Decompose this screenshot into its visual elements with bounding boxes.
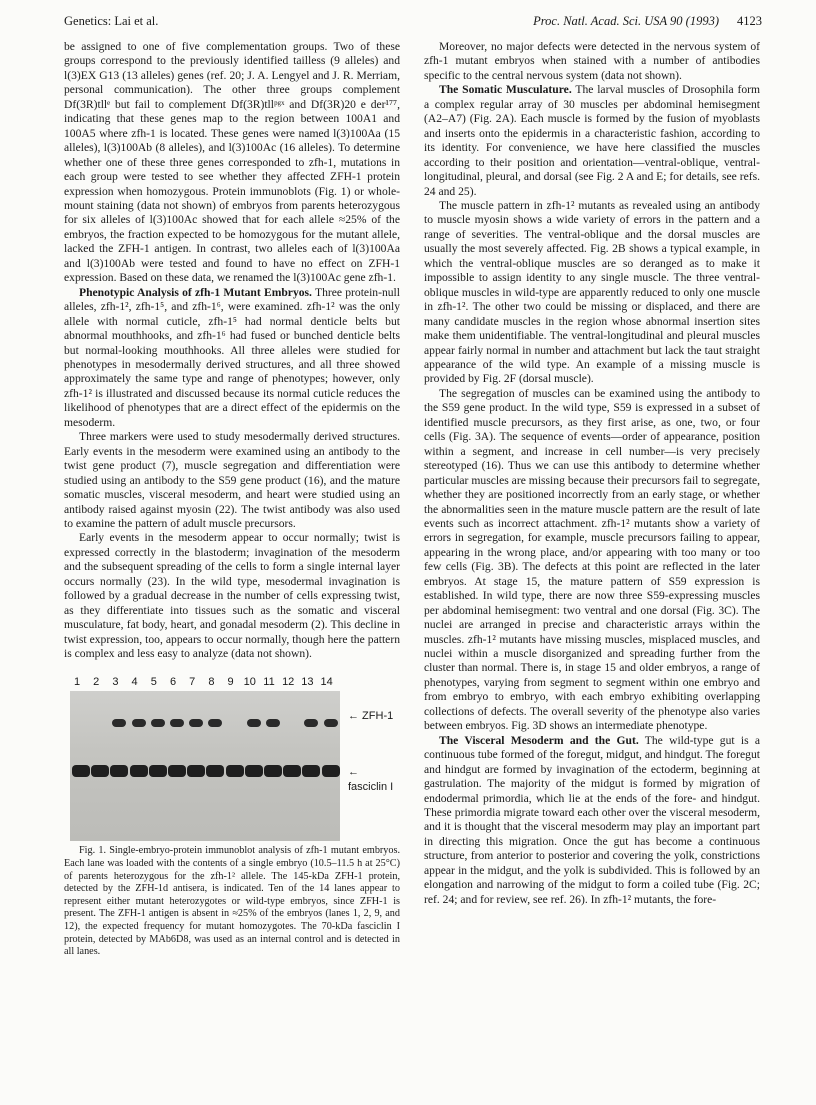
fasciclin-band [91,765,109,777]
zfh1-band [304,719,318,727]
paragraph: Early events in the mesoderm appear to occur normally; twist is expressed correctly in the blastoderm; invagination of the mesoderm and the subsequent spreading of the cells to form a single internal layer occurs normally (23). In the wild type, mesodermal invagination is followed by a gradual decrease in the number of cells expressing twist, as they differentiate into tissues such as the somatic and visceral musculature, fat body, heart, and gonadal mesoderm (2). This decline in twist expression, too, appears to occur normally, though here the pattern is complex and less easy to analyze (data not shown). [64,531,400,661]
fasciclin-band [283,765,301,777]
figure-caption: Fig. 1. Single-embryo-protein immunoblot analysis of zfh-1 mutant embryos. Each lane was loaded with the contents of a single embryo (10.5–11.5 h at 25°C) of parents heterozygous for the zfh-1² allele. The 145-kDa ZFH-1 protein, detected by the ZFH-1d antisera, is indicated. Ten of the 14 lanes appear to represent either mutant heterozygotes or wild-type embryos, since ZFH-1 is present. The ZFH-1 antigen is absent in ≈25% of the embryos (lanes 1, 2, 9, and 12), the expected frequency for mutant homozygotes. The 70-kDa fasciclin I protein, detected by MAb6D8, was used as an internal control and is detected in all lanes. [64,845,400,958]
fasciclin-band [168,765,186,777]
fasciclin-band [72,765,90,777]
blot-image [70,691,340,841]
zfh1-band [266,719,280,727]
paragraph [424,83,760,199]
lane-number: 1 [73,676,81,689]
paragraph: Three markers were used to study mesodermally derived structures. Early events in the mesoderm were examined using an antibody to the twist gene product (7), muscle segregation and differentiation were studied using an antibody to the S59 gene product (16), and the mature somatic muscles, visceral mesoderm, and heart were studied using an antibody raised against myosin (22). The twist antibody was also used to examine the pattern of adult muscle precursors. [64,430,400,530]
lane-number: 7 [189,676,196,689]
paragraph-text: The wild-type gut is a continuous tube formed of the foregut, midgut, and hindgut. The foregut and hindgut are formed by invagination of the ectoderm, beginning at gastrulation. The majority of the midgut is formed by migration of endodermal primordia, which lie at the ends of the fore- and hindgut. These primordia migrate toward each other over the visceral mesoderm, and it is thought that the visceral mesoderm may play an important part in directing this migration. Once the gut has become a continuous structure, from anterior to posterior and covering the yolk, constrictions appear in the midgut, and the yolk is subdivided. This is followed by an elongation and narrowing of the midgut to form a coiled tube (Fig. 2C; ref. 24; and for review, see ref. 26). In zfh-1² mutants, the fore- [424,733,760,906]
running-head-right [533,14,762,29]
journal-citation: Proc. Natl. Acad. Sci. USA 90 (1993) [533,14,719,28]
paragraph [64,286,400,431]
lane-number: 3 [112,676,119,689]
section-heading: The Somatic Musculature. [439,83,572,97]
zfh1-band [247,719,261,727]
zfh1-band [151,719,165,727]
lane-number: 9 [227,676,234,689]
lane-number: 12 [282,676,295,689]
zfh1-band [189,719,203,727]
paragraph: The segregation of muscles can be examined using the antibody to the S59 gene product. In the wild type, S59 is expressed in a subset of identified muscle precursors, as they first arise, as one, two, or four cells (Fig. 3A). The sequence of events—order of appearance, position within a segment, and increase in cell number—is very precisely stereotyped (16). Thus we can use this antibody to determine whether particular muscles are missing because their precursors fail to segregate, whether they are positioned incorrectly from an early stage, or whether the abnormalities seen in the mature muscle pattern are the result of late events such as incorrect attachment. zfh-1² mutants show a variety of errors in segregation, for example, muscle precursors failing to appear, appearing in the wrong place, and/or appearing with too many or too few cells (Fig. 3B). The defects at this point are reflected in the later embryos. At stage 15, the mature pattern of S59 expression is established. In wild type, there are now three S59-expressing muscles per abdominal hemisegment: two ventral and one dorsal (Fig. 3C). The nuclei are arranged in precise and characteristic arrays within the muscles. zfh-1² mutants have missing muscles, misplaced muscles, and nuclei within a muscle disorganized and spreading further from the cluster than normal. There is, in stage 15 and older embryos, a range of phenotypes, varying from segment to segment within one embryo and from embryo to embryo, with each embryo exhibiting overlapping collections of defects. The overall severity of the phenotype also varies between embryos. Fig. 3D shows an intermediate phenotype. [424,386,760,733]
right-column [424,40,760,907]
paragraph-text: Three protein-null alleles, zfh-1², zfh-1⁵, and zfh-1⁶, were examined. zfh-1² was the only allele with normal cuticle, zfh-1⁵ had normal denticle belts but abnormal mouthhooks, and zfh-1⁶ had fused or bunched denticle belts but normal-looking mouthhooks. All three alleles were studied for phenotypes in mesodermally derived structures, and all three showed approximately the same type and range of phenotypes; however, only zfh-1² is illustrated and discussed because its normal cuticle reduces the likelihood of phenotypes that are a direct effect of the epidermis on the mesoderm. [64,285,400,429]
page-header [64,14,762,34]
lane-number: 5 [150,676,157,689]
paragraph-text: The larval muscles of Drosophila form a complex regular array of 30 muscles per abdominal hemisegment (A2–A7) (Fig. 2A). Each muscle is formed by the fusion of myoblasts and inserts onto the epidermis in a characteristic fashion, according to its identity. For convenience, we have here classified the muscles according to their position and orientation—ventral-oblique, ventral-longitudinal, pleural, and dorsal (see Fig. 2 A and E; for details, see refs. 24 and 25). [424,83,760,198]
left-column [64,40,400,959]
fasciclin-band [302,765,320,777]
fasciclin-band [110,765,128,777]
zfh1-band-label: ← ZFH-1 [348,710,394,723]
lane-number: 11 [263,676,275,689]
fasciclin-band [187,765,205,777]
section-heading: Phenotypic Analysis of zfh-1 Mutant Embryos. [79,285,312,299]
lane-number: 6 [169,676,177,689]
lane-number: 2 [93,676,100,689]
page-number: 4123 [737,14,762,28]
lane-number: 4 [131,676,138,689]
paragraph [424,734,760,907]
zfh1-band [112,719,126,727]
lane-number: 10 [243,676,256,689]
paragraph: The muscle pattern in zfh-1² mutants as revealed using an antibody to muscle myosin shows a wide variety of errors in the pattern and a range of severities. The ventral-oblique and the dorsal muscles are usually the most severely affected. Fig. 2B shows a typical example, in which the ventral-oblique muscles are so deranged as to make it impossible to assign identity to any single muscle. The three ventral-oblique muscles in wild-type are apparently reduced to only one muscle in zfh-1². The other two could be missing or displaced, and there are many candidate muscles in the region whose abnormal insertion sites make them unidentifiable. The ventral-longitudinal and pleural muscles appear fairly normal in number and attachment but lack the taut straight appearance of the wild type. An example of a missing muscle is provided by Fig. 2F (dorsal muscle). [424,198,760,386]
lane-number: 13 [301,676,314,689]
lane-number: 14 [320,676,333,689]
fasciclin-band [130,765,148,777]
zfh1-band [208,719,222,727]
fasciclin-band [245,765,263,777]
zfh1-band [324,719,338,727]
fasciclin-band [149,765,167,777]
fasciclin-band [226,765,244,777]
immunoblot-figure [64,673,400,845]
fasciclin-band-label: ← fasciclin I [348,766,394,793]
paragraph: be assigned to one of five complementation groups. Two of these groups correspond to the previously identified tailless (9 alleles) and l(3)EX G13 (13 alleles) genes (ref. 20; J. A. Lengyel and J. R. Merriam, personal communication). The other three groups complement Df(3R)tllᵉ but fail to complement Df(3R)tllᵖᵍˣ and Df(3R)20 e der¹⁷⁷, indicating that these genes map to the region between 100A1 and 100A5 where zfh-1 is located. These genes were named l(3)100Aa (15 alleles), l(3)100Ab (8 alleles), and l(3)100Ac (16 alleles). To determine whether one of these three genes corresponded to zfh-1, mutations in each group were tested to see whether they affected ZFH-1 protein expression when homozygous. Protein immunoblots (Fig. 1) or whole-mount staining (data not shown) of embryos from parents heterozygous for six alleles of l(3)100Ac showed that for each allele ≈25% of the embryos, the fraction expected to be homozygous for the mutant allele, lacked the ZFH-1 antigen. In contrast, two alleles each of l(3)100Aa and l(3)100Ab were tested and found to have no effect on ZFH-1 expression. Based on these data, we renamed the l(3)100Ac gene zfh-1. [64,40,400,285]
zfh1-band [170,719,184,727]
zfh1-band [132,719,146,727]
paragraph: Moreover, no major defects were detected in the nervous system of zfh-1 mutant embryos when stained with a number of antibodies specific to the central nervous system (data not shown). [424,40,760,82]
section-heading: The Visceral Mesoderm and the Gut. [439,733,639,747]
fasciclin-band [322,765,340,777]
fasciclin-band [264,765,282,777]
running-head-left: Genetics: Lai et al. [64,14,159,28]
fasciclin-band [206,765,224,777]
lane-number: 8 [208,676,215,689]
